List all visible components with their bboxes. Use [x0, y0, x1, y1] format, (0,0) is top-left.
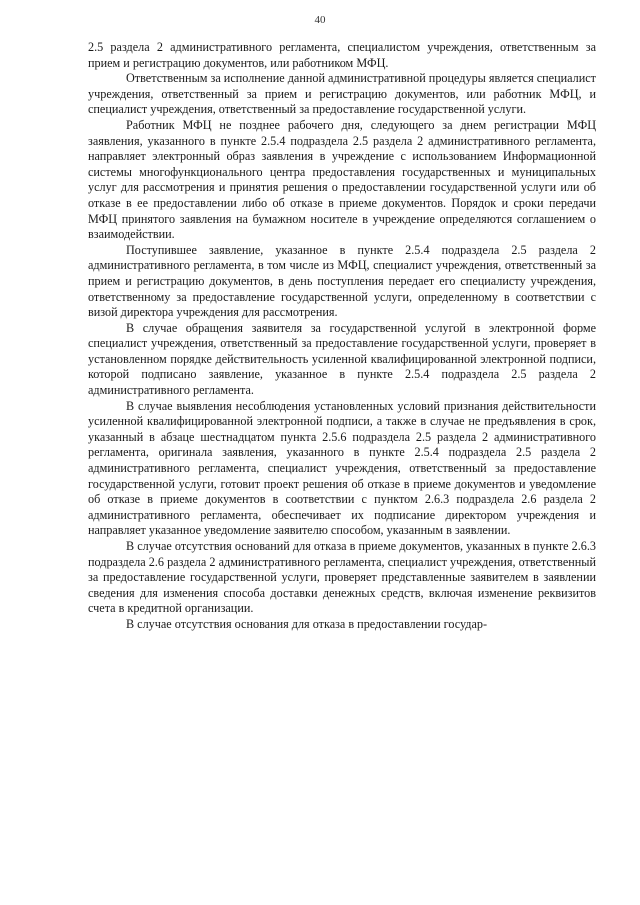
- paragraph: В случае выявления несоблюдения установленных условий признания действительности усиленной квалифицированной электронной подписи, а также в случае не предъявления в срок, указанный в абзаце шестнадцатом пункта 2.5.6 подраздела 2.5 раздела 2 административного регламента, оригинала заявления, указанного в пункте 2.5.4 подраздела 2.5 раздела 2 административного регламента, специалист учреждения, ответственный за предоставление государственной услуги, готовит проект решения об отказе в приеме документов и уведомление об отказе в приеме документов в соответствии с пунктом 2.6.3 подраздела 2.6 раздела 2 административного регламента, обеспечивает их подписание директором учреждения и направляет указанное уведомление заявителю способом, указанным в заявлении.: [88, 398, 596, 538]
- paragraph: В случае отсутствия оснований для отказа в приеме документов, указанных в пункте 2.6.3 подраздела 2.6 раздела 2 административного регламента, специалист учреждения, ответственный за предоставление государственной услуги, проверяет представленные заявителем в заявлении сведения для изменения способа доставки денежных средств, включая изменение реквизитов счета в кредитной организации.: [88, 539, 596, 616]
- paragraph: Поступившее заявление, указанное в пункте 2.5.4 подраздела 2.5 раздела 2 административного регламента, в том числе из МФЦ, специалист учреждения, ответственный за прием и регистрацию документов, в день поступления передает его специалисту учреждения, ответственному за предоставление государственной услуги, определенному в соответствии с визой директора учреждения для рассмотрения.: [88, 242, 596, 320]
- paragraph: В случае обращения заявителя за государственной услугой в электронной форме специалист учреждения, ответственный за предоставление государственной услуги, проверяет в установленном порядке действительность усиленной квалифицированной электронной подписи, которой подписано заявление, указанное в пункте 2.5.4 подраздела 2.5 раздела 2 административного регламента.: [88, 320, 596, 398]
- paragraph: Работник МФЦ не позднее рабочего дня, следующего за днем регистрации МФЦ заявления, указанного в пункте 2.5.4 подраздела 2.5 раздела 2 административного регламента, направляет электронный образ заявления в учреждение с использованием Информационной системы многофункционального центра предоставления государственных и муниципальных услуг для рассмотрения и принятия решения о предоставлении государственной услуги или об отказе в ее предоставлении либо об отказе в приеме документов. Порядок и сроки передачи МФЦ принятого заявления на бумажном носителе в учреждение определяются соглашением о взаимодействии.: [88, 117, 596, 242]
- paragraph: В случае отсутствия основания для отказа в предоставлении государ-: [126, 616, 488, 631]
- paragraph: Ответственным за исполнение данной административной процедуры является специалист учреждения, ответственный за прием и регистрацию документов, или работник МФЦ, и специалист учреждения, ответственный за предоставление государственной услуги.: [88, 71, 596, 117]
- paragraph-continuation: 2.5 раздела 2 административного регламента, специалистом учреждения, ответственным за прием и регистрацию документов, или работником МФЦ.: [88, 40, 596, 70]
- page-number: 40: [314, 14, 326, 26]
- document-body: [88, 40, 596, 633]
